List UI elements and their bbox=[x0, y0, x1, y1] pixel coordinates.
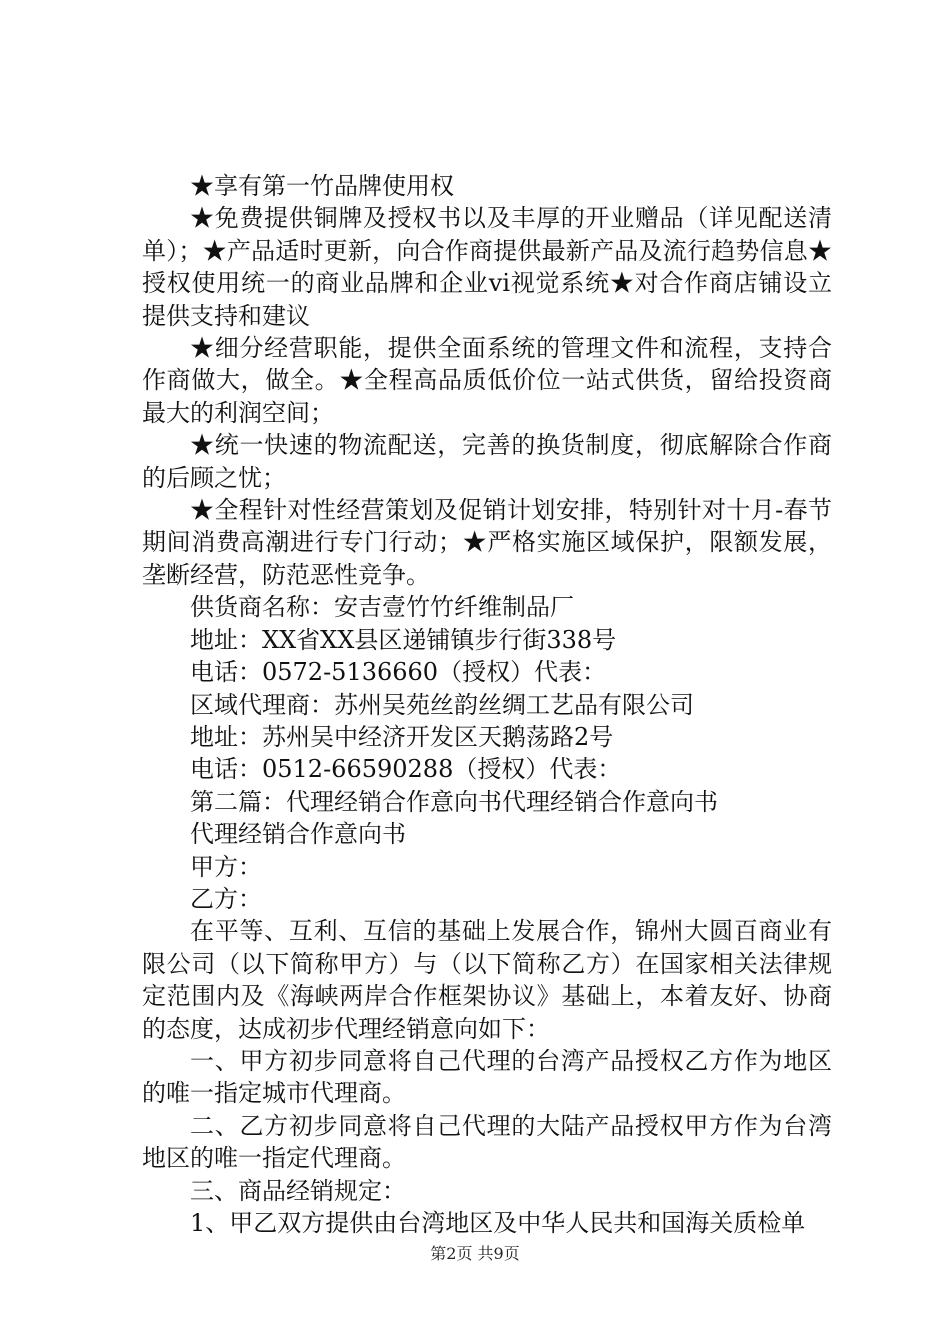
clause: 1、甲乙双方提供由台湾地区及中华人民共和国海关质检单 bbox=[190, 1209, 806, 1237]
page-footer: 第2页 共9页 bbox=[430, 1244, 520, 1263]
party-b: 乙方： bbox=[190, 884, 262, 913]
paragraph: ★全程针对性经营策划及促销计划安排，特别针对十月-春节期间消费高潮进行专门行动；★严格实施区域保护，限额发展，垄断经营，防范恶性竞争。 bbox=[142, 496, 832, 589]
party-a: 甲方： bbox=[190, 852, 262, 881]
agent-address: 地址：苏州吴中经济开发区天鹅荡路2号 bbox=[190, 722, 614, 751]
clause: 一、甲方初步同意将自己代理的台湾产品授权乙方作为地区的唯一指定城市代理商。 bbox=[142, 1046, 832, 1108]
agent-phone: 电话：0512-66590288（授权）代表： bbox=[190, 755, 622, 784]
paragraph: ★免费提供铜牌及授权书以及丰厚的开业赠品（详见配送清单）；★产品适时更新，向合作商提供最新产品及流行趋势信息★授权使用统一的商业品牌和企业vi视觉系统★对合作商店铺设立提供支持和建议 bbox=[142, 204, 832, 330]
document-body bbox=[142, 170, 832, 1239]
paragraph: 在平等、互利、互信的基础上发展合作，锦州大圆百商业有限公司（以下简称甲方）与（以下简称乙方）在国家相关法律规定范围内及《海峡两岸合作框架协议》基础上，本着友好、协商的态度，达成初步代理经销意向如下： bbox=[142, 917, 832, 1043]
paragraph: ★细分经营职能，提供全面系统的管理文件和流程，支持合作商做大，做全。★全程高品质低价位一站式供货，留给投资商最大的利润空间； bbox=[142, 334, 832, 427]
supplier-address: 地址：XX省XX县区递铺镇步行街338号 bbox=[190, 625, 617, 654]
agent-name: 区域代理商：苏州吴苑丝韵丝绸工艺品有限公司 bbox=[190, 690, 694, 719]
paragraph: ★统一快速的物流配送，完善的换货制度，彻底解除合作商的后顾之忧； bbox=[142, 431, 832, 492]
clause: 三、商品经销规定： bbox=[190, 1176, 406, 1205]
paragraph: ★享有第一竹品牌使用权 bbox=[190, 172, 454, 200]
supplier-phone: 电话：0572-5136660（授权）代表： bbox=[190, 658, 607, 687]
section-heading: 第二篇：代理经销合作意向书代理经销合作意向书 bbox=[190, 787, 718, 816]
supplier-name: 供货商名称：安吉壹竹竹纤维制品厂 bbox=[190, 593, 574, 622]
document-title: 代理经销合作意向书 bbox=[190, 820, 406, 849]
clause: 二、乙方初步同意将自己代理的大陆产品授权甲方作为台湾地区的唯一指定代理商。 bbox=[142, 1111, 832, 1173]
